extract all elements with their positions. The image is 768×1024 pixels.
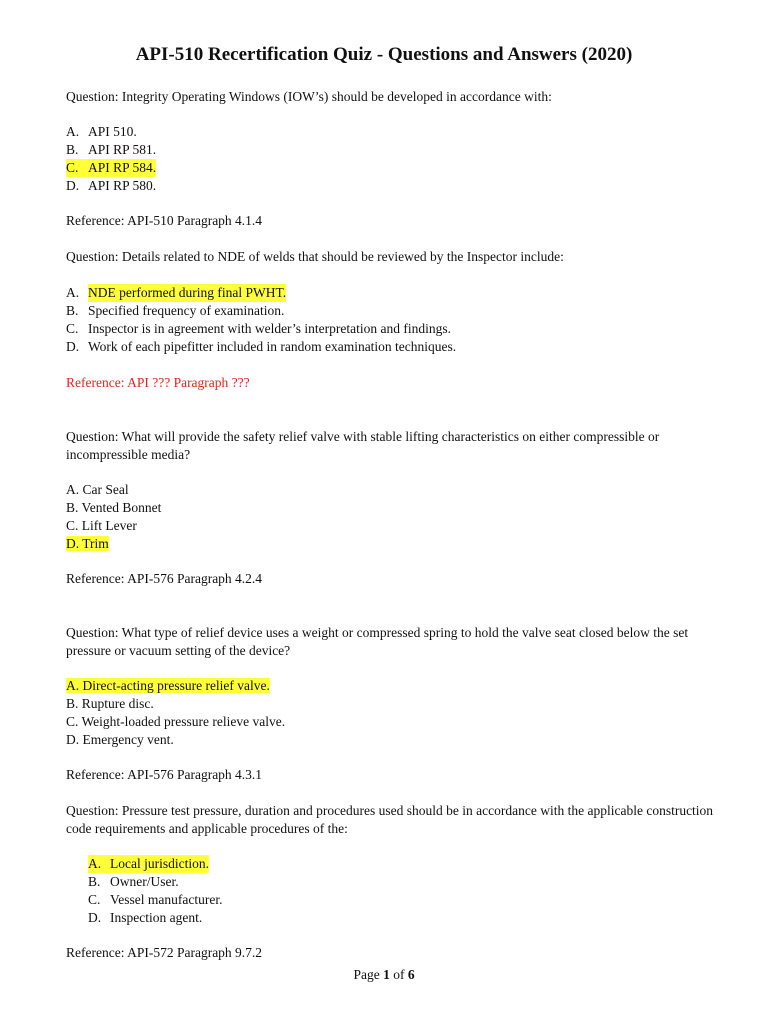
option-b: B. API RP 581.: [66, 142, 157, 157]
option-c: C. Weight-loaded pressure relieve valve.: [66, 714, 286, 729]
option-a-correct: A. Direct-acting pressure relief valve.: [66, 678, 270, 693]
option-c-correct: C. API RP 584.: [66, 160, 157, 175]
question-text: Question: What will provide the safety relief valve with stable lifting characteristics on either compressible or incompressible media?: [66, 429, 660, 462]
option-d: D. Emergency vent.: [66, 732, 174, 747]
page-label: Page: [353, 967, 380, 982]
page-title: API-510 Recertification Quiz - Questions and Answers (2020): [135, 44, 633, 65]
reference-text: Reference: API-576 Paragraph 4.2.4: [66, 571, 263, 586]
option-a: A. API 510.: [66, 124, 137, 139]
question-text: Question: Details related to NDE of welds that should be reviewed by the Inspector include:: [66, 249, 564, 264]
option-b: B. Vented Bonnet: [66, 500, 162, 515]
option-a: A. Car Seal: [66, 482, 129, 497]
option-b: B. Owner/User.: [88, 874, 179, 889]
option-b: B. Rupture disc.: [66, 696, 154, 711]
question-block-2: [66, 248, 726, 392]
option-a-correct: A. Local jurisdiction.: [88, 856, 209, 871]
total-pages-number: 6: [407, 967, 415, 982]
question-block-3: [66, 428, 726, 588]
option-d: D. Work of each pipefitter included in random examination techniques.: [66, 339, 457, 354]
current-page-number: 1: [383, 967, 390, 982]
question-text: Question: Pressure test pressure, duration and procedures used should be in accordance with the applicable construction code requirements and applicable procedures of the:: [66, 803, 714, 836]
page-of-label: of: [393, 967, 405, 982]
reference-text: Reference: API-510 Paragraph 4.1.4: [66, 213, 263, 228]
option-d: D. API RP 580.: [66, 178, 157, 193]
reference-text-missing: Reference: API ??? Paragraph ???: [66, 375, 250, 390]
question-block-4: [66, 624, 726, 784]
page-footer: [0, 966, 768, 984]
option-c: C. Lift Lever: [66, 518, 137, 533]
option-a-correct: A. NDE performed during final PWHT.: [66, 285, 287, 300]
question-block-1: [66, 88, 726, 230]
option-c: C. Vessel manufacturer.: [88, 892, 223, 907]
question-text: Question: Integrity Operating Windows (IOW’s) should be developed in accordance with:: [66, 89, 552, 104]
option-c: C. Inspector is in agreement with welder’s interpretation and findings.: [66, 321, 452, 336]
reference-text: Reference: API-576 Paragraph 4.3.1: [66, 767, 263, 782]
option-b: B. Specified frequency of examination.: [66, 303, 285, 318]
reference-text: Reference: API-572 Paragraph 9.7.2: [66, 945, 263, 960]
option-d-correct: D. Trim: [66, 536, 109, 551]
question-text: Question: What type of relief device uses a weight or compressed spring to hold the valve seat closed below the set pressure or vacuum setting of the device?: [66, 625, 689, 658]
question-block-5: [66, 802, 726, 962]
option-d: D. Inspection agent.: [88, 910, 203, 925]
